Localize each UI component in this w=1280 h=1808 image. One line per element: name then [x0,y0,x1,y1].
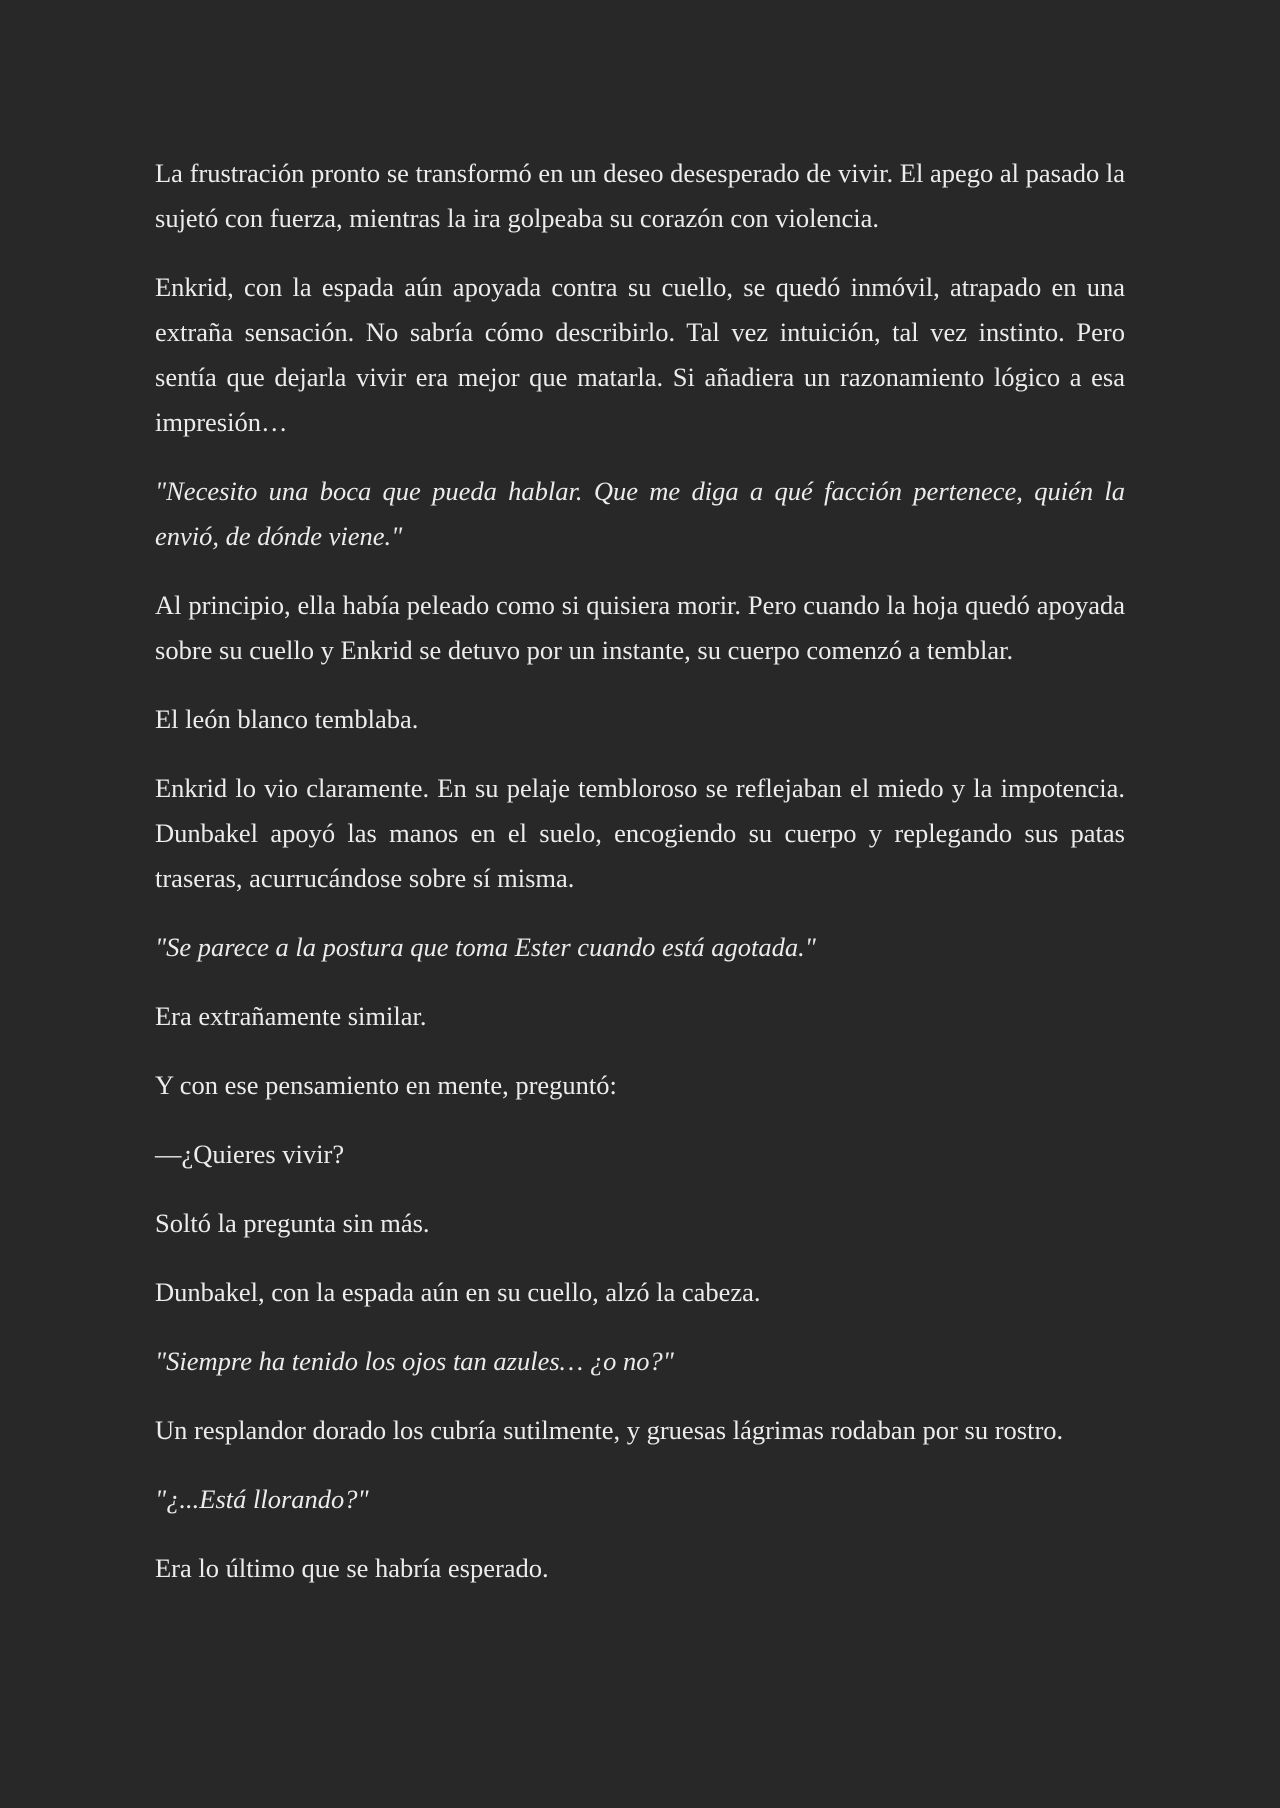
thought-paragraph: "Siempre ha tenido los ojos tan azules… ¿o no?" [155,1346,674,1376]
paragraph: Enkrid, con la espada aún apoyada contra su cuello, se quedó inmóvil, atrapado en una extraña sensación. No sabría cómo describirlo. Tal vez intuición, tal vez instinto. Pero sentía que dejarla vivir era mejor que matarla. Si añadiera un razonamiento lógico a esa impresión… [155,272,1125,437]
paragraph: La frustración pronto se transformó en un deseo desesperado de vivir. El apego al pasado la sujetó con fuerza, mientras la ira golpeaba su corazón con violencia. [155,158,1125,233]
chapter-text [155,151,1125,1591]
paragraph: Al principio, ella había peleado como si quisiera morir. Pero cuando la hoja quedó apoyada sobre su cuello y Enkrid se detuvo por un instante, su cuerpo comenzó a temblar. [155,590,1125,665]
thought-paragraph: "¿...Está llorando?" [155,1484,369,1514]
paragraph: Era lo último que se habría esperado. [155,1553,549,1583]
paragraph: Un resplandor dorado los cubría sutilmente, y gruesas lágrimas rodaban por su rostro. [155,1415,1064,1445]
thought-paragraph: "Necesito una boca que pueda hablar. Que me diga a qué facción pertenece, quién la envió, de dónde viene." [155,476,1125,551]
paragraph: Y con ese pensamiento en mente, preguntó: [155,1070,617,1100]
paragraph: El león blanco temblaba. [155,704,419,734]
paragraph: Dunbakel, con la espada aún en su cuello, alzó la cabeza. [155,1277,761,1307]
dialogue-paragraph: —¿Quieres vivir? [155,1139,345,1169]
paragraph: Era extrañamente similar. [155,1001,427,1031]
paragraph: Soltó la pregunta sin más. [155,1208,430,1238]
paragraph: Enkrid lo vio claramente. En su pelaje tembloroso se reflejaban el miedo y la impotencia. Dunbakel apoyó las manos en el suelo, encogiendo su cuerpo y replegando sus patas traseras, acurrucándose sobre sí misma. [155,773,1125,893]
thought-paragraph: "Se parece a la postura que toma Ester cuando está agotada." [155,932,816,962]
